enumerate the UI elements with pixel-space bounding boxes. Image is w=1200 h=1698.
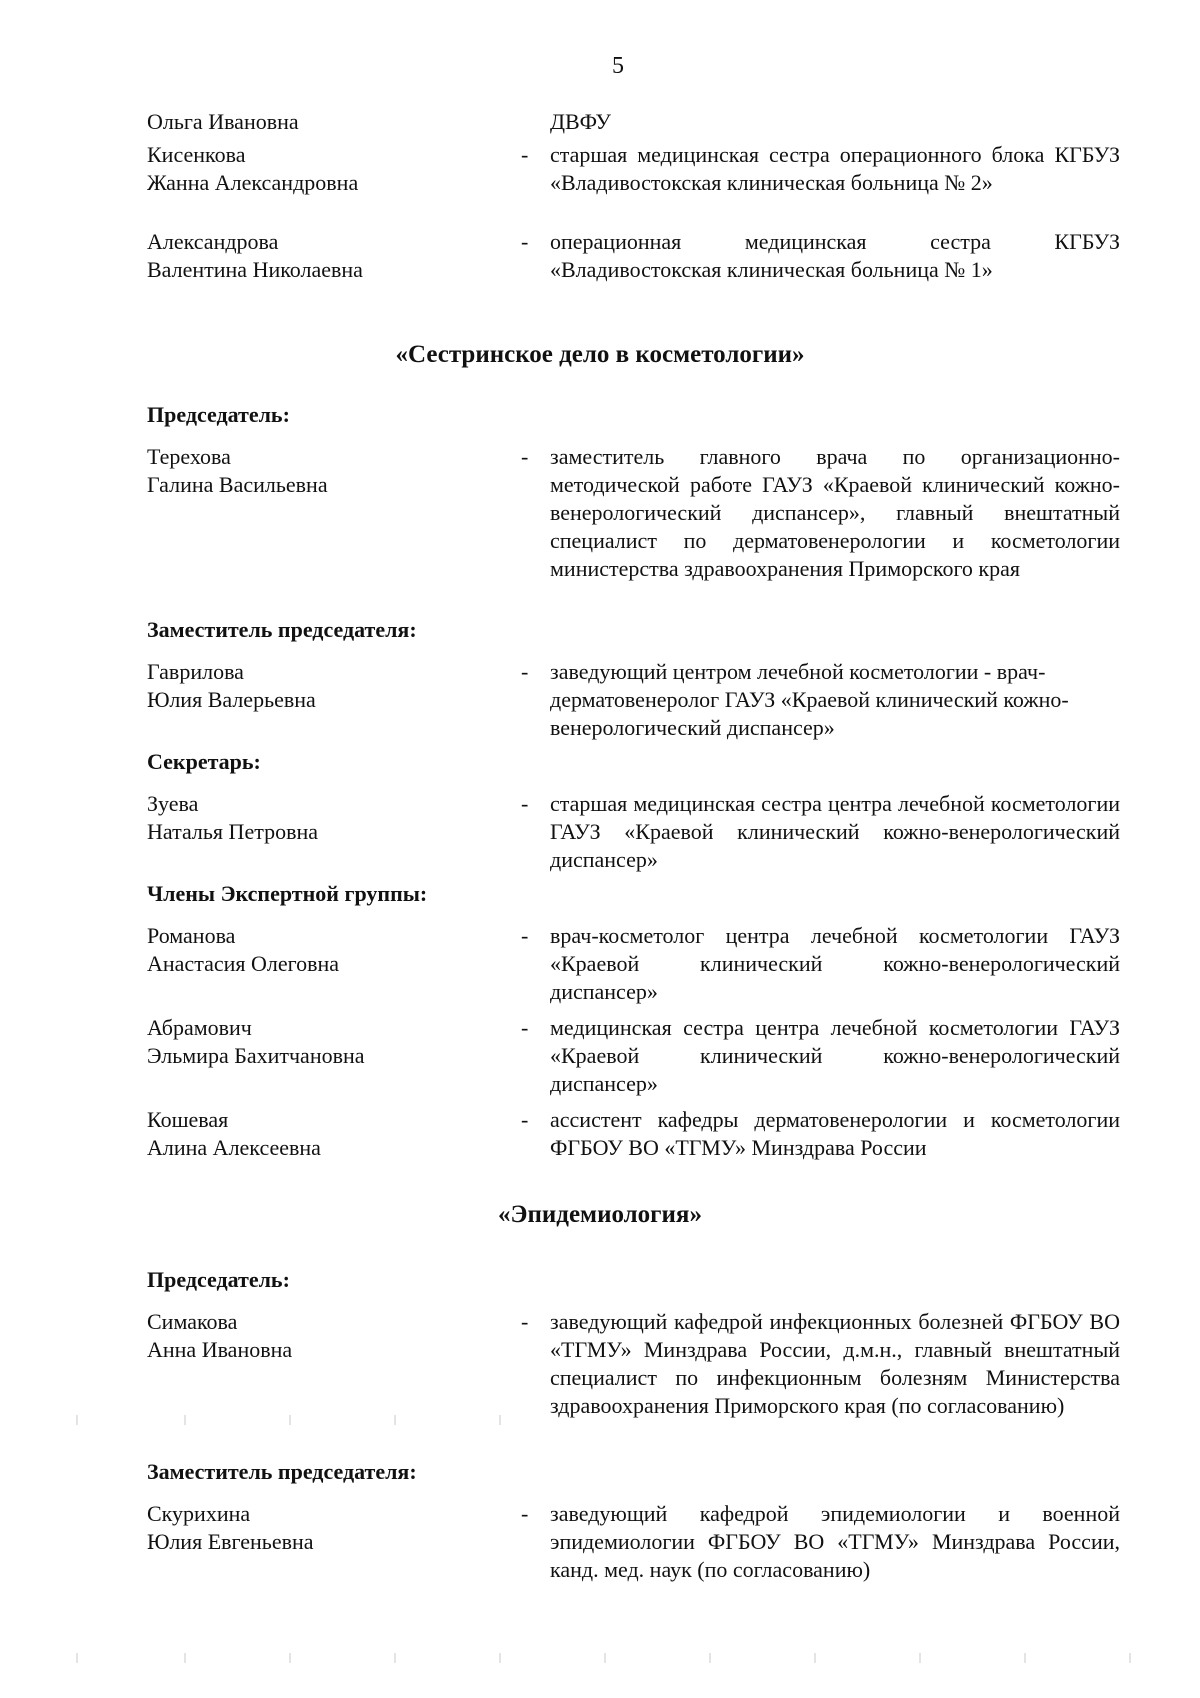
dash-separator: -	[521, 1107, 529, 1132]
scan-artifact-icon	[75, 1413, 515, 1429]
role-heading-chair: Председатель:	[147, 402, 290, 427]
person-name: Симакова Анна Ивановна	[147, 1309, 293, 1362]
person-position: медицинская сестра центра лечебной косметологии ГАУЗ «Краевой клинический кожно-венерологический диспансер»	[550, 1015, 1120, 1096]
scan-artifact-marks	[75, 1650, 1155, 1678]
role-heading-deputy: Заместитель председателя:	[147, 1459, 417, 1484]
person-position: заместитель главного врача по организационно-методической работе ГАУЗ «Краевой клинический кожно-венерологический диспансер», главный внештатный специалист по дерматовенерологии и косметологии министерства здравоохранения Приморского края	[550, 444, 1120, 581]
scan-artifact-icon	[75, 1651, 1155, 1667]
dash-separator: -	[521, 1309, 529, 1334]
person-position: врач-косметолог центра лечебной косметологии ГАУЗ «Краевой клинический кожно-венерологический диспансер»	[550, 923, 1120, 1004]
scan-artifact-marks	[75, 1412, 515, 1440]
person-name: Зуева Наталья Петровна	[147, 791, 319, 844]
person-position: заведующий кафедрой эпидемиологии и военной эпидемиологии ФГБОУ ВО «ТГМУ» Минздрава России, канд. мед. наук (по согласованию)	[550, 1501, 1120, 1582]
role-heading-secretary: Секретарь:	[147, 749, 261, 774]
dash-separator: -	[521, 229, 529, 254]
role-heading-members: Члены Экспертной группы:	[147, 881, 428, 906]
section-title-epidemiology: «Эпидемиология»	[498, 1201, 702, 1228]
person-name: Абрамович Эльмира Бахитчановна	[147, 1015, 365, 1068]
dash-separator: -	[521, 142, 529, 167]
person-position: операционная медицинская сестра КГБУЗ «Владивостокская клиническая больница № 1»	[550, 229, 1120, 282]
role-heading-chair: Председатель:	[147, 1267, 290, 1292]
person-name: Кисенкова Жанна Александровна	[147, 142, 359, 195]
person-position: старшая медицинская сестра центра лечебной косметологии ГАУЗ «Краевой клинический кожно-венерологический диспансер»	[550, 791, 1120, 872]
person-name: Ольга Ивановна	[147, 109, 299, 134]
person-name: Терехова Галина Васильевна	[147, 444, 328, 497]
page-number: 5	[612, 53, 624, 79]
dash-separator: -	[521, 1015, 529, 1040]
person-position: ДВФУ	[550, 109, 611, 134]
person-position: заведующий кафедрой инфекционных болезней ФГБОУ ВО «ТГМУ» Минздрава России, д.м.н., главный внештатный специалист по инфекционным болезням Министерства здравоохранения Приморского края (по согласованию)	[550, 1309, 1120, 1418]
section-title-cosmetology: «Сестринское дело в косметологии»	[395, 341, 805, 368]
dash-separator: -	[521, 659, 529, 684]
person-position: ассистент кафедры дерматовенерологии и косметологии ФГБОУ ВО «ТГМУ» Минздрава России	[550, 1107, 1120, 1160]
person-name: Гаврилова Юлия Валерьевна	[147, 659, 316, 712]
person-position: заведующий центром лечебной косметологии - врач-дерматовенеролог ГАУЗ «Краевой клинический кожно-венерологический диспансер»	[550, 659, 1069, 740]
dash-separator: -	[521, 923, 529, 948]
person-name: Кошевая Алина Алексеевна	[147, 1107, 321, 1160]
dash-separator: -	[521, 791, 529, 816]
dash-separator: -	[521, 444, 529, 469]
role-heading-deputy: Заместитель председателя:	[147, 617, 417, 642]
dash-separator: -	[521, 1501, 529, 1526]
person-name: Скурихина Юлия Евгеньевна	[147, 1501, 314, 1554]
person-position: старшая медицинская сестра операционного блока КГБУЗ «Владивостокская клиническая больница № 2»	[550, 142, 1120, 195]
person-name: Александрова Валентина Николаевна	[147, 229, 363, 282]
person-name: Романова Анастасия Олеговна	[147, 923, 340, 976]
